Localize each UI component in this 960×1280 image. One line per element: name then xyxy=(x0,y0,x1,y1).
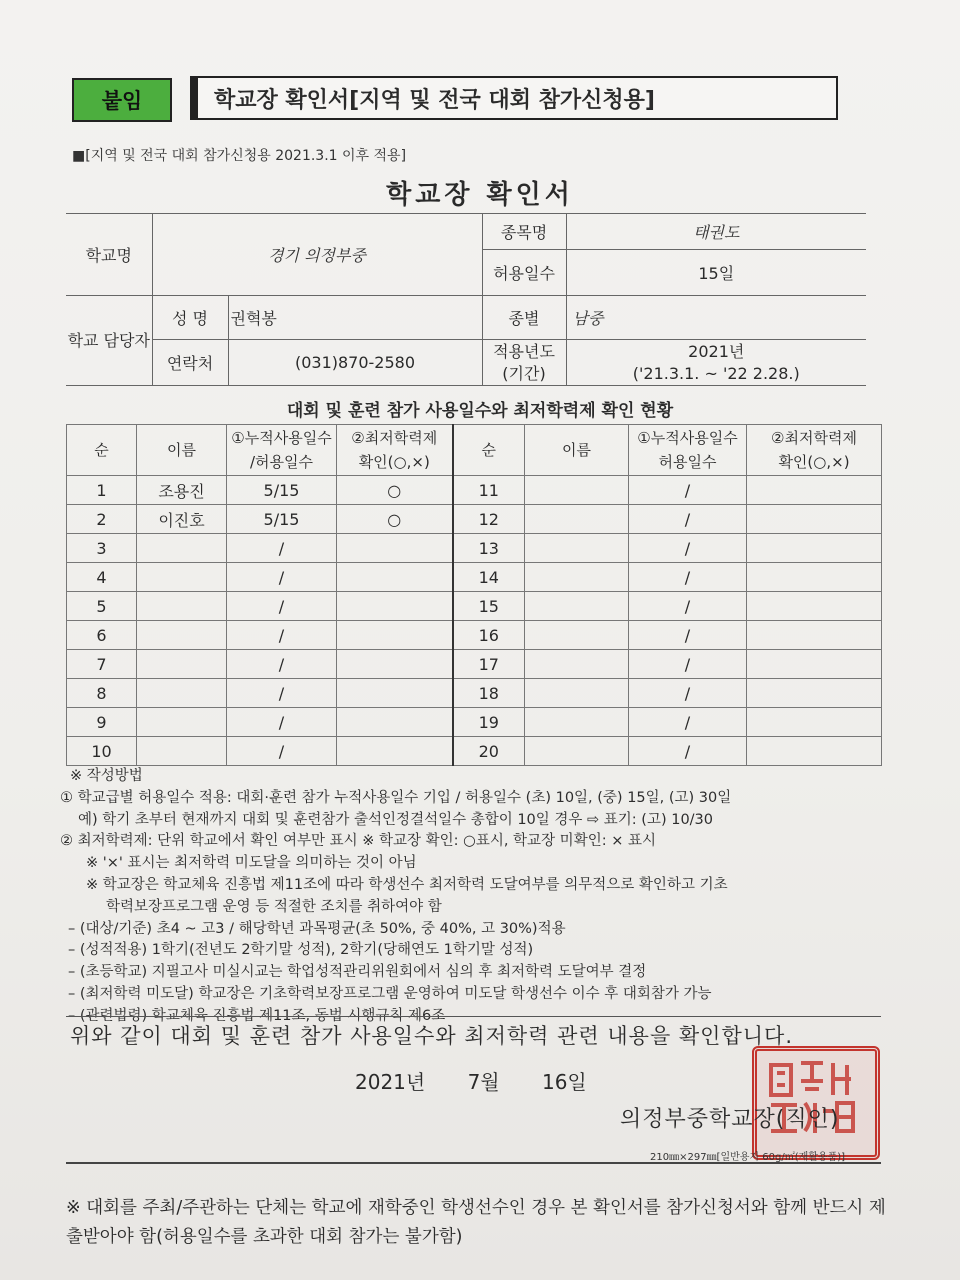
min-academic-check xyxy=(747,737,882,766)
apply-year: 2021년 xyxy=(688,341,745,361)
used-allowed-days: / xyxy=(629,563,747,592)
table-row xyxy=(67,505,882,534)
min-academic-check xyxy=(747,592,882,621)
header-min xyxy=(337,425,453,476)
row-number: 10 xyxy=(67,737,137,766)
header-bar xyxy=(60,76,838,122)
used-allowed-days: / xyxy=(629,621,747,650)
table-row xyxy=(67,650,882,679)
event-value: 태권도 xyxy=(566,214,866,250)
used-allowed-days: / xyxy=(629,650,747,679)
method-line: ※ '×' 표시는 최저학력 미도달을 의미하는 것이 아님 xyxy=(86,855,417,872)
row-number: 5 xyxy=(67,592,137,621)
student-name xyxy=(525,737,629,766)
student-name xyxy=(525,708,629,737)
method-line: 예) 학기 초부터 현재까지 대회 및 훈련참가 출석인정결석일수 총합이 10일 경우 ⇨ 표기: (고) 10/30 xyxy=(78,811,714,828)
name-label: 성 명 xyxy=(152,296,228,340)
row-number: 9 xyxy=(67,708,137,737)
min-academic-check xyxy=(337,592,453,621)
table-row xyxy=(67,621,882,650)
header-name: 이름 xyxy=(137,425,227,476)
apply-year-label-line2: (기간) xyxy=(502,363,546,383)
used-allowed-days: 5/15 xyxy=(227,505,337,534)
confirm-statement: 위와 같이 대회 및 훈련 참가 사용일수와 최저학력 관련 내용을 확인합니다. xyxy=(70,1024,794,1048)
student-name xyxy=(525,650,629,679)
row-number: 6 xyxy=(67,621,137,650)
paper-spec: 210㎜×297㎜[일반용지 60g/㎡(재활용품)] xyxy=(650,1152,846,1163)
table-row xyxy=(67,476,882,505)
info-table xyxy=(66,213,866,386)
min-academic-check xyxy=(337,563,453,592)
min-academic-check xyxy=(337,621,453,650)
header-days xyxy=(227,425,337,476)
row-number: 14 xyxy=(453,563,525,592)
used-allowed-days: / xyxy=(629,737,747,766)
min-academic-check xyxy=(337,737,453,766)
min-academic-check xyxy=(747,621,882,650)
table-row xyxy=(67,563,882,592)
manager-label: 학교 담당자 xyxy=(66,296,152,386)
writing-method xyxy=(60,766,890,1028)
min-academic-check xyxy=(747,476,882,505)
used-allowed-days: 5/15 xyxy=(227,476,337,505)
header-min-right-line2: 확인(○,×) xyxy=(778,453,850,471)
table-row xyxy=(67,592,882,621)
min-academic-check xyxy=(747,505,882,534)
student-name xyxy=(525,679,629,708)
student-name xyxy=(525,505,629,534)
used-allowed-days: / xyxy=(227,650,337,679)
status-table xyxy=(66,424,882,766)
student-name xyxy=(525,563,629,592)
used-allowed-days: / xyxy=(629,592,747,621)
student-name xyxy=(137,621,227,650)
header-days-right xyxy=(629,425,747,476)
min-academic-check xyxy=(337,534,453,563)
event-label: 종목명 xyxy=(482,214,566,250)
status-title: 대회 및 훈련 참가 사용일수와 최저학력제 확인 현황 xyxy=(286,401,674,421)
row-number: 3 xyxy=(67,534,137,563)
used-allowed-days: / xyxy=(629,708,747,737)
divider xyxy=(66,1016,881,1017)
student-name xyxy=(137,650,227,679)
allowed-days-label: 허용일수 xyxy=(482,250,566,296)
row-number: 11 xyxy=(453,476,525,505)
attachment-badge: 붙임 xyxy=(72,78,172,122)
header-days-line1: ①누적사용일수 xyxy=(231,429,332,447)
method-line: – (최저학력 미도달) 학교장은 기초학력보장프로그램 운영하여 미도달 학생선수 이수 후 대회참가 가능 xyxy=(68,985,712,1002)
row-number: 19 xyxy=(453,708,525,737)
header-min-right-line1: ②최저학력제 xyxy=(771,429,857,447)
min-academic-check xyxy=(337,708,453,737)
method-line: ② 최저학력제: 단위 학교에서 확인 여부만 표시 ※ 학교장 확인: ○표시, 학교장 미확인: × 표시 xyxy=(60,833,656,850)
used-allowed-days: / xyxy=(629,476,747,505)
student-name xyxy=(137,534,227,563)
row-number: 15 xyxy=(453,592,525,621)
issue-date xyxy=(355,1066,623,1095)
min-academic-check xyxy=(747,650,882,679)
header-days-right-line2: 허용일수 xyxy=(658,453,717,471)
row-number: 8 xyxy=(67,679,137,708)
apply-period: ('21.3.1. ~ '22 2.28.) xyxy=(632,363,800,383)
header-min-right xyxy=(747,425,882,476)
header-no: 순 xyxy=(67,425,137,476)
student-name xyxy=(137,708,227,737)
header-name-right: 이름 xyxy=(525,425,629,476)
min-academic-check: ○ xyxy=(337,505,453,534)
student-name: 이진호 xyxy=(137,505,227,534)
table-row xyxy=(67,679,882,708)
student-name: 조용진 xyxy=(137,476,227,505)
row-number: 1 xyxy=(67,476,137,505)
header-title: 학교장 확인서[지역 및 전국 대회 참가신청용] xyxy=(190,76,838,120)
min-academic-check xyxy=(747,534,882,563)
name-value: 권혁봉 xyxy=(228,296,482,340)
footer-divider xyxy=(66,1162,881,1164)
method-line: – (초등학교) 지필고사 미실시교는 학업성적관리위원회에서 심의 후 최저학력 도달여부 결정 xyxy=(68,964,647,981)
student-name xyxy=(137,563,227,592)
student-name xyxy=(525,621,629,650)
row-number: 16 xyxy=(453,621,525,650)
row-number: 12 xyxy=(453,505,525,534)
school-value: 경기 의정부중 xyxy=(152,214,482,296)
apply-year-label xyxy=(482,340,566,386)
apply-year-value xyxy=(566,340,866,386)
row-number: 2 xyxy=(67,505,137,534)
contact-value: (031)870-2580 xyxy=(228,340,482,386)
table-row xyxy=(67,737,882,766)
header-min-line2: 확인(○,×) xyxy=(358,453,430,471)
date-month: 7월 xyxy=(467,1070,500,1094)
allowed-days-value: 15일 xyxy=(566,250,866,296)
contact-label: 연락처 xyxy=(152,340,228,386)
used-allowed-days: / xyxy=(629,534,747,563)
student-name xyxy=(525,476,629,505)
used-allowed-days: / xyxy=(227,708,337,737)
apply-year-label-line1: 적용년도 xyxy=(493,341,555,361)
method-line: – (대상/기준) 초4 ~ 고3 / 해당학년 과목평균(초 50%, 중 40%, 고 30%)적용 xyxy=(68,920,566,937)
apply-note: ■[지역 및 전국 대회 참가신청용 2021.3.1 이후 적용] xyxy=(72,148,407,164)
used-allowed-days: / xyxy=(227,621,337,650)
row-number: 7 xyxy=(67,650,137,679)
row-number: 20 xyxy=(453,737,525,766)
used-allowed-days: / xyxy=(227,534,337,563)
footer-note: ※ 대회를 주최/주관하는 단체는 학교에 재학중인 학생선수인 경우 본 확인서를 참가신청서와 함께 반드시 제출받아야 함(허용일수를 초과한 대회 참가는 불가함) xyxy=(66,1198,886,1247)
used-allowed-days: / xyxy=(227,592,337,621)
method-line: ※ 학교장은 학교체육 진흥법 제11조에 따라 학생선수 최저학력 도달여부를 의무적으로 확인하고 기초 xyxy=(86,876,728,893)
student-name xyxy=(137,592,227,621)
date-year: 2021년 xyxy=(355,1070,426,1094)
row-number: 17 xyxy=(453,650,525,679)
used-allowed-days: / xyxy=(227,563,337,592)
method-title: ※ 작성방법 xyxy=(70,768,143,784)
header-min-line1: ②최저학력제 xyxy=(351,429,438,447)
min-academic-check xyxy=(747,563,882,592)
table-row xyxy=(67,708,882,737)
row-number: 18 xyxy=(453,679,525,708)
method-line: – (관련법령) 학교체육 진흥법 제11조, 동법 시행규칙 제6조 xyxy=(68,1007,446,1024)
header-days-right-line1: ①누적사용일수 xyxy=(637,429,738,447)
method-line: 학력보장프로그램 운영 등 적절한 조치를 취하여야 함 xyxy=(106,898,442,915)
used-allowed-days: / xyxy=(227,679,337,708)
division-value: 남중 xyxy=(566,296,866,340)
method-line: ① 학교급별 허용일수 적용: 대회·훈련 참가 누적사용일수 기입 / 허용일수 (초) 10일, (중) 15일, (고) 30일 xyxy=(60,789,732,806)
used-allowed-days: / xyxy=(227,737,337,766)
header-days-line2: /허용일수 xyxy=(249,453,313,471)
date-day: 16일 xyxy=(541,1070,587,1094)
method-line: – (성적적용) 1학기(전년도 2학기말 성적), 2학기(당해연도 1학기말 성적) xyxy=(68,942,534,959)
min-academic-check xyxy=(747,708,882,737)
min-academic-check xyxy=(337,679,453,708)
min-academic-check xyxy=(747,679,882,708)
table-row xyxy=(67,534,882,563)
school-label: 학교명 xyxy=(66,214,152,296)
min-academic-check xyxy=(337,650,453,679)
used-allowed-days: / xyxy=(629,505,747,534)
student-name xyxy=(137,679,227,708)
used-allowed-days: / xyxy=(629,679,747,708)
row-number: 4 xyxy=(67,563,137,592)
row-number: 13 xyxy=(453,534,525,563)
student-name xyxy=(525,534,629,563)
student-name xyxy=(525,592,629,621)
student-name xyxy=(137,737,227,766)
min-academic-check: ○ xyxy=(337,476,453,505)
division-label: 종별 xyxy=(482,296,566,340)
signer: 의정부중학교장(직인) xyxy=(620,1107,840,1132)
header-no-right: 순 xyxy=(453,425,525,476)
page-title: 학교장 확인서 xyxy=(386,180,574,210)
